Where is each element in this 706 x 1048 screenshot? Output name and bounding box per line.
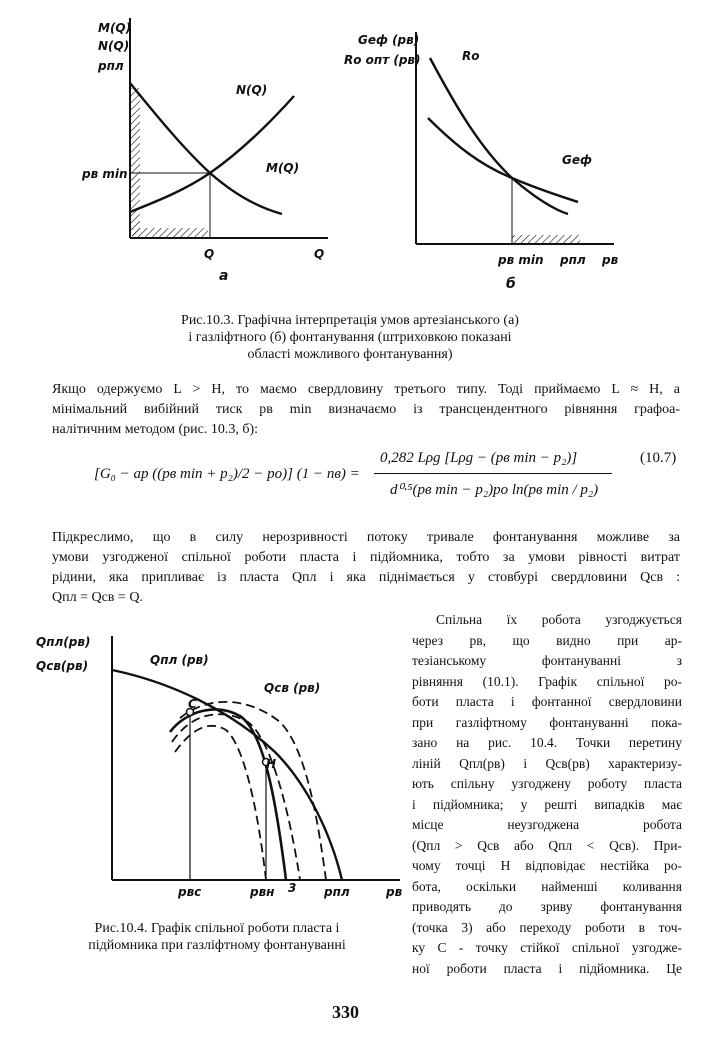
text-line: мінімальний вибійний тиск pв min визначаємо із трансцендентного рівняння графоа- bbox=[52, 402, 680, 417]
fig-b-x-tick-pv: pв bbox=[602, 253, 619, 267]
curve-qsv bbox=[170, 709, 286, 880]
fig-c-point-h: H bbox=[266, 757, 277, 771]
caption-line: підйомника при газліфтному фонтануванні bbox=[88, 938, 346, 953]
fig-a-x-tick: Q bbox=[204, 247, 215, 261]
fig-c-x-tick-3: 3 bbox=[288, 881, 297, 895]
curve-m bbox=[130, 83, 282, 214]
figure-10-4 bbox=[30, 628, 410, 908]
text-line: Спільна їх робота узгоджується bbox=[436, 612, 682, 627]
fig-a-ylabel-n: N(Q) bbox=[98, 39, 130, 53]
fig-b-ylabel-g: Gеф (pв) bbox=[358, 33, 420, 47]
text-line: ліній Qпл(pв) і Qсв(pв) характеризу- bbox=[412, 755, 682, 771]
figure-10-3b bbox=[340, 10, 640, 295]
page-number: 330 bbox=[332, 1002, 359, 1022]
fig-a-ylabel-p: pпл bbox=[98, 59, 124, 73]
fig-a-curve-m-label: M(Q) bbox=[266, 161, 300, 175]
paragraph-1 bbox=[52, 380, 680, 440]
curve-qsv-dashed-inner bbox=[175, 726, 266, 880]
text-line: боти пласта і фонтанної свердловини bbox=[412, 694, 682, 709]
fig-c-x-tick-ppl: pпл bbox=[324, 885, 350, 899]
text-line: приводять до зриву фонтанування bbox=[412, 899, 682, 914]
caption-line: і газліфтного (б) фонтанування (штриховкою показані bbox=[188, 330, 512, 345]
fig-a-panel-label: а bbox=[219, 268, 229, 284]
caption-line: Рис.10.4. Графік спільної роботи пласта і bbox=[94, 921, 340, 936]
equation-10-7 bbox=[52, 446, 682, 520]
figure-10-3-caption bbox=[120, 312, 580, 363]
text-line: Якщо одержуємо L > H, то маємо свердловину третього типу. Тоді приймаємо L ≈ H, а bbox=[52, 382, 680, 397]
equation-denominator: d⁰·⁵(pв min − p₂)pо ln(pв min / p₂) bbox=[390, 482, 599, 498]
fig-c-curve-pl-label: Qпл (pв) bbox=[150, 653, 209, 667]
text-line: Qпл = Qсв = Q. bbox=[52, 590, 143, 605]
text-line: рівняння (10.1). Графік спільної ро- bbox=[412, 673, 682, 689]
caption-line: області можливого фонтанування) bbox=[247, 347, 453, 362]
figure-10-3a bbox=[60, 10, 350, 290]
fig-c-x-tick-pv: pв bbox=[386, 885, 403, 899]
text-line: ної роботи пласта і підйомника. Це bbox=[412, 960, 682, 976]
text-line: Підкреслимо, що в силу нерозривності потоку тривале фонтанування можливе за bbox=[52, 530, 680, 545]
curve-qsv-dashed-mid bbox=[172, 714, 300, 880]
fig-b-curve-g-label: Gеф bbox=[562, 153, 592, 167]
figure-10-4-caption bbox=[52, 920, 382, 954]
fig-a-ylabel-m: M(Q) bbox=[98, 21, 132, 35]
fig-c-ylabel-qpl: Qпл(pв) bbox=[36, 635, 91, 649]
text-line: (Qпл > Qсв або Qпл < Qсв). При- bbox=[412, 837, 682, 853]
text-line: ку C - точку стійкої спільної узгодже- bbox=[412, 940, 682, 955]
text-line: (точка 3) або переходу роботи в точ- bbox=[412, 919, 682, 935]
text-line: бота, оскільки найменші коливання bbox=[412, 878, 682, 894]
fig-c-x-tick-pvn: pвн bbox=[250, 885, 275, 899]
text-line: умови узгодженої спільної роботи пласта і підйомника, тобто за умови рівності витрат bbox=[52, 550, 680, 565]
paragraph-3 bbox=[412, 610, 682, 979]
text-line: ють спільну узгоджену роботу пласта bbox=[412, 776, 682, 791]
paragraph-2 bbox=[52, 528, 680, 608]
fig-a-pmin-label: pв min bbox=[82, 167, 128, 181]
fig-b-x-tick-pmin: pв min bbox=[498, 253, 544, 267]
fig-b-curve-r-label: Rо bbox=[462, 49, 480, 63]
text-line: зано на рис. 10.4. Точки перетину bbox=[412, 735, 682, 750]
text-line: при газліфтному фонтануванні пока- bbox=[412, 714, 682, 730]
fig-b-x-tick-ppl: pпл bbox=[560, 253, 586, 267]
caption-line: Рис.10.3. Графічна інтерпретація умов артезіанського (а) bbox=[181, 313, 519, 328]
fig-a-x-axis: Q bbox=[314, 247, 325, 261]
fig-b-panel-label: б bbox=[506, 276, 516, 292]
fraction-bar bbox=[374, 473, 612, 474]
text-line: тезіанському фонтануванні з bbox=[412, 653, 682, 668]
text-line: місце неузгоджена робота bbox=[412, 817, 682, 832]
text-line: через pв, що видно при ар- bbox=[412, 632, 682, 648]
equation-numerator: 0,282 Lρg [Lρg − (pв min − p₂)] bbox=[380, 450, 578, 466]
fig-c-point-c: C bbox=[188, 697, 197, 711]
text-line: чому точці H відповідає нестійка ро- bbox=[412, 858, 682, 873]
fig-c-x-tick-pvs: pвс bbox=[178, 885, 202, 899]
text-line: і підйомника; у решті випадків має bbox=[412, 796, 682, 812]
equation-number: (10.7) bbox=[640, 450, 677, 466]
text-line: рідини, яка припливає із пласта Qпл і яка піднімається у стовбурі свердловини Qсв : bbox=[52, 570, 680, 585]
fig-a-curve-n-label: N(Q) bbox=[236, 83, 268, 97]
text-line: налітичним методом (рис. 10.3, б): bbox=[52, 422, 259, 437]
fig-c-curve-sv-label: Qсв (pв) bbox=[264, 681, 321, 695]
fig-b-ylabel-r: Rо опт (pв) bbox=[344, 53, 421, 67]
fig-c-ylabel-qsv: Qсв(pв) bbox=[36, 659, 89, 673]
equation-left: [G₀ − aр ((pв min + p₂)/2 − pо)] (1 − nв) = bbox=[94, 466, 360, 482]
curve-gef bbox=[428, 118, 578, 202]
